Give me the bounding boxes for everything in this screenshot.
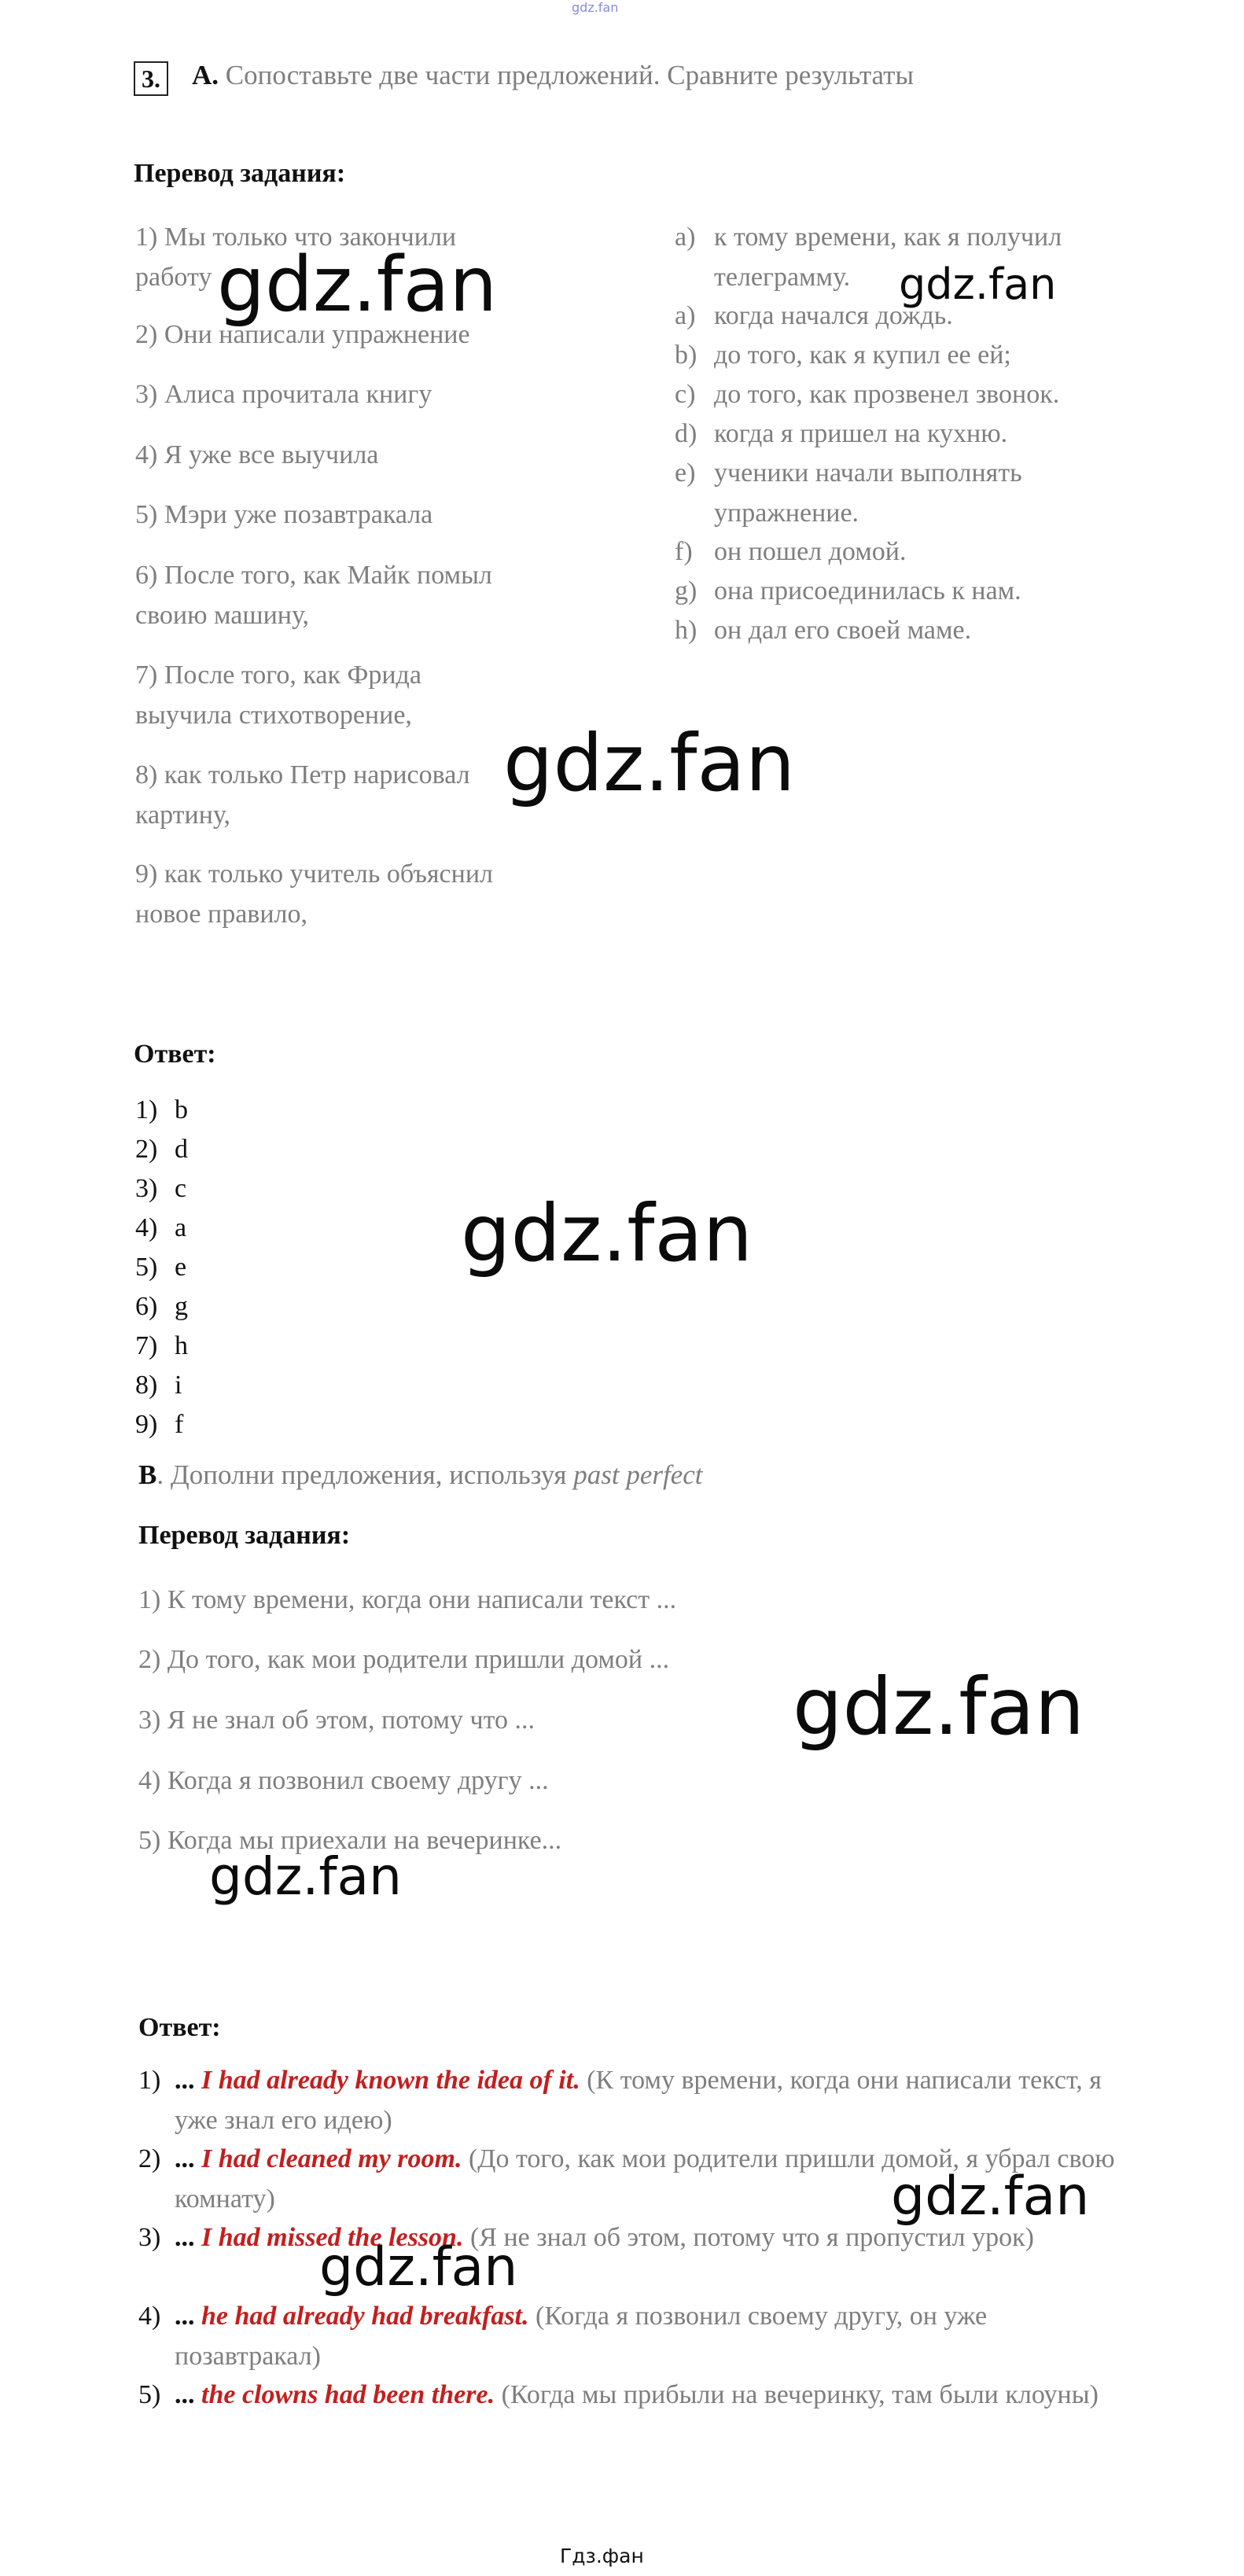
- answer-b-item: 4) ... he had already had breakfast. (Когда я позвонил своему другу, он уже позавтракал): [138, 2302, 988, 2371]
- answer-b-item: 3) ... I had missed the lesson. (Я не знал об этом, потому что я пропустил урок): [138, 2223, 1034, 2252]
- watermark: gdz.fan: [217, 241, 498, 329]
- watermark: gdz.fan: [503, 717, 796, 809]
- left-item: 1) Мы только что закончили работу: [135, 223, 457, 292]
- watermark: gdz.fan: [461, 1187, 753, 1279]
- part-b-letter: B: [138, 1459, 157, 1490]
- answer-item: 5) e: [135, 1253, 187, 1282]
- left-item: 5) Мэри уже позавтракала: [135, 500, 433, 529]
- left-item: 2) Они написали упражнение: [135, 320, 470, 349]
- part-b-translation-header: Перевод задания:: [138, 1521, 351, 1550]
- site-label: gdz.fan: [572, 0, 619, 15]
- watermark: gdz.fan: [899, 259, 1057, 309]
- part-b-item: 4) Когда я позвонил своему другу ...: [138, 1766, 549, 1795]
- answer-b-item: 2) ... I had cleaned my room. (До того, как мои родители пришли домой, я убрал свою комнату): [138, 2144, 1115, 2214]
- part-b-answer-header: Ответ:: [138, 2013, 221, 2042]
- task-number: 3.: [134, 61, 168, 96]
- left-item: 9) как только учитель объяснил новое правило,: [135, 859, 493, 929]
- part-a-answer-header: Ответ:: [134, 1040, 216, 1069]
- left-item: 8) как только Петр нарисовал картину,: [135, 760, 470, 830]
- part-b-heading: [138, 1459, 703, 1491]
- part-b-item: 5) Когда мы приехали на вечеринке...: [138, 1826, 562, 1855]
- answer-b-item: 5) ... the clowns had been there. (Когда мы прибыли на вечеринку, там были клоуны): [138, 2380, 1099, 2409]
- part-a-instruction: Сопоставьте две части предложений. Сравните результаты: [225, 60, 914, 90]
- part-b-item: 3) Я не знал об этом, потому что ...: [138, 1706, 535, 1735]
- watermark: gdz.fan: [793, 1661, 1085, 1753]
- watermark: gdz.fan: [891, 2166, 1090, 2228]
- answer-item: 9) f: [135, 1410, 184, 1439]
- answer-item: 4) a: [135, 1213, 187, 1242]
- part-b-item: 1) К тому времени, когда они написали текст ...: [138, 1585, 677, 1614]
- left-item: 4) Я уже все выучила: [135, 440, 379, 469]
- watermark: gdz.fan: [209, 1846, 402, 1907]
- part-a-heading: [192, 60, 914, 91]
- answer-item: 6) g: [135, 1292, 188, 1321]
- part-a-letter: A.: [192, 60, 219, 90]
- part-b-item: 2) До того, как мои родители пришли домой ...: [138, 1645, 670, 1674]
- answer-item: 3) c: [135, 1174, 187, 1203]
- page-footer: Гдз.фан: [560, 2545, 644, 2567]
- part-a-translation-header: Перевод задания:: [134, 159, 346, 188]
- left-item: 7) После того, как Фрида выучила стихотворение,: [135, 661, 421, 730]
- left-item: 3) Алиса прочитала книгу: [135, 380, 432, 409]
- answer-item: 2) d: [135, 1135, 188, 1164]
- answer-item: 1) b: [135, 1095, 188, 1124]
- part-b-instruction-italic: past perfect: [573, 1459, 703, 1490]
- left-item: 6) После того, как Майк помыл своию машину,: [135, 561, 492, 630]
- answer-item: 7) h: [135, 1331, 188, 1360]
- watermark: gdz.fan: [319, 2236, 518, 2298]
- answer-b-item: 1) ... I had already known the idea of it. (К тому времени, когда они написали текст, я уже знал его идею): [138, 2066, 1102, 2135]
- part-b-instruction: . Дополни предложения, используя: [156, 1459, 574, 1490]
- answer-item: 8) i: [135, 1371, 182, 1400]
